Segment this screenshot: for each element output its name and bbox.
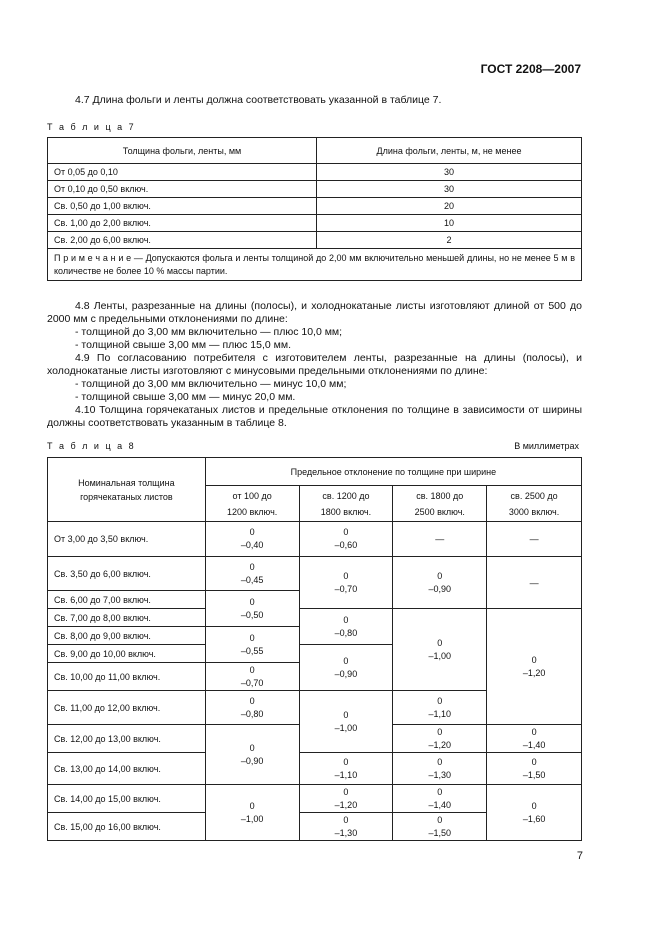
table-cell: — [393, 522, 487, 557]
cell-value: 0 [343, 614, 349, 625]
table-row: Св. 0,50 до 1,00 включ. [48, 198, 317, 215]
header-line: св. 1200 до [322, 490, 370, 501]
table-row: От 0,05 до 0,10 [48, 164, 317, 181]
list-item: - толщиной свыше 3,00 мм — минус 20,0 мм. [75, 391, 296, 403]
paragraphs-4-8-to-4-10 [47, 300, 582, 430]
table-8-header-width-1 [205, 486, 299, 522]
cell-value: –1,40 [428, 799, 452, 810]
cell-value: 0 [249, 664, 255, 675]
table-cell: — [487, 557, 582, 609]
table-7-caption: Т а б л и ц а 7 [47, 122, 136, 132]
table-cell [487, 609, 582, 725]
table-8-units: В миллиметрах [514, 441, 579, 451]
table-cell [487, 753, 582, 785]
cell-value: 0 [249, 527, 255, 537]
table-cell [299, 645, 393, 691]
table-8-header-thickness [48, 458, 206, 522]
cell-value: –1,20 [522, 667, 546, 678]
cell-value: 0 [249, 695, 255, 706]
table-cell [393, 725, 487, 753]
cell-value: –0,90 [240, 755, 264, 766]
paragraph-4-10: 4.10 Толщина горячекатаных листов и предельные отклонения по толщине в зависимости от ширины должны соответствовать указанным в таблице 8. [47, 404, 582, 429]
table-8-header-deviation: Предельное отклонение по толщине при ширине [205, 458, 581, 486]
cell-value: 0 [437, 786, 443, 797]
list-item: - толщиной до 3,00 мм включительно — плюс 10,0 мм; [75, 326, 343, 338]
header-line: 2500 включ. [414, 506, 465, 517]
table-row: Св. 8,00 до 9,00 включ. [48, 627, 206, 645]
cell-value: –1,30 [334, 827, 358, 838]
table-row: От 0,10 до 0,50 включ. [48, 181, 317, 198]
cell-value: –0,90 [334, 668, 358, 679]
cell-value: 0 [343, 655, 349, 666]
table-row: Св. 6,00 до 7,00 включ. [48, 591, 206, 609]
cell-value: –1,00 [428, 650, 452, 661]
table-8-caption: Т а б л и ц а 8 [47, 441, 136, 451]
header-line: горячекатаных листов [80, 491, 173, 502]
cell-value: –1,40 [522, 739, 546, 750]
table-cell [393, 609, 487, 691]
table-cell: — [487, 522, 582, 557]
table-row: Св. 7,00 до 8,00 включ. [48, 609, 206, 627]
list-item: - толщиной до 3,00 мм включительно — минус 10,0 мм; [75, 378, 347, 390]
cell-value: –1,30 [428, 769, 452, 780]
cell-value: –1,20 [334, 799, 358, 810]
cell-value: –1,50 [522, 769, 546, 780]
table-row: Св. 15,00 до 16,00 включ. [48, 813, 206, 841]
cell-value: 0 [249, 561, 255, 572]
cell-value: –0,80 [240, 708, 264, 719]
cell-value: –0,70 [334, 583, 358, 594]
table-cell [299, 691, 393, 753]
table-cell [393, 785, 487, 813]
cell-value: –0,55 [240, 645, 264, 656]
cell-value: 0 [437, 756, 443, 767]
cell-value: –1,20 [428, 739, 452, 750]
table-row: Св. 14,00 до 15,00 включ. [48, 785, 206, 813]
table-cell [205, 627, 299, 663]
cell-value: –1,10 [428, 708, 452, 719]
table-row: Св. 2,00 до 6,00 включ. [48, 232, 317, 249]
paragraph-4-9: 4.9 По согласованию потребителя с изготовителем ленты, разрезанные на длины (полосы), и холоднокатаные листы изготовляют с минусовыми предельными отклонениями по длине: [47, 352, 582, 377]
paragraph-4-7: 4.7 Длина фольги и ленты должна соответствовать указанной в таблице 7. [75, 94, 442, 106]
table-8 [47, 457, 582, 841]
cell-value: –0,90 [428, 583, 452, 594]
cell-value: 0 [437, 695, 443, 706]
document-header: ГОСТ 2208—2007 [480, 62, 581, 76]
table-row: Св. 13,00 до 14,00 включ. [48, 753, 206, 785]
table-cell: 20 [317, 198, 582, 215]
table-7-header-length: Длина фольги, ленты, м, не менее [317, 138, 582, 164]
cell-value: 0 [531, 756, 537, 767]
cell-value: –0,60 [334, 540, 358, 550]
table-cell [299, 609, 393, 645]
table-cell [205, 591, 299, 627]
cell-value: –1,00 [334, 722, 358, 733]
table-cell: 2 [317, 232, 582, 249]
table-cell [299, 557, 393, 609]
cell-value: 0 [437, 814, 443, 825]
table-cell [487, 725, 582, 753]
cell-value: 0 [249, 632, 255, 643]
table-row: Св. 3,50 до 6,00 включ. [48, 557, 206, 591]
table-cell [299, 813, 393, 841]
table-cell [205, 691, 299, 725]
cell-value: –0,70 [240, 677, 264, 688]
header-line: св. 1800 до [416, 490, 464, 501]
header-line: св. 2500 до [510, 490, 558, 501]
cell-value: 0 [343, 814, 349, 825]
cell-value: –0,80 [334, 627, 358, 638]
table-row: Св. 11,00 до 12,00 включ. [48, 691, 206, 725]
cell-value: 0 [531, 726, 537, 737]
table-row: Св. 9,00 до 10,00 включ. [48, 645, 206, 663]
cell-value: 0 [531, 800, 537, 811]
header-line: Номинальная толщина [78, 477, 175, 488]
cell-value: 0 [249, 596, 255, 607]
table-cell [205, 663, 299, 691]
table-cell: 30 [317, 164, 582, 181]
table-cell [299, 753, 393, 785]
table-cell: 30 [317, 181, 582, 198]
cell-value: 0 [343, 570, 349, 581]
cell-value: –0,45 [240, 574, 264, 585]
table-cell [299, 785, 393, 813]
table-row: От 3,00 до 3,50 включ. [48, 522, 206, 557]
table-cell [487, 785, 582, 841]
table-cell [393, 753, 487, 785]
table-7 [47, 137, 582, 281]
table-row: Св. 10,00 до 11,00 включ. [48, 663, 206, 691]
header-line: 3000 включ. [508, 506, 560, 517]
table-row: Св. 12,00 до 13,00 включ. [48, 725, 206, 753]
cell-value: 0 [437, 570, 443, 581]
cell-value: –1,50 [428, 827, 452, 838]
cell-value: –0,50 [240, 609, 264, 620]
table-cell [393, 813, 487, 841]
cell-value: –1,60 [522, 813, 546, 824]
table-8-header-width-3 [393, 486, 487, 522]
table-7-note: П р и м е ч а н и е — Допускаются фольга и ленты толщиной до 2,00 мм включительно меньшей длины, но не менее 5 м в количестве не более 10 % массы партии. [48, 249, 582, 281]
table-cell [393, 557, 487, 609]
header-line: 1800 включ. [320, 506, 372, 517]
cell-value: –1,00 [240, 813, 264, 824]
cell-value: 0 [343, 709, 349, 720]
paragraph-4-8: 4.8 Ленты, разрезанные на длины (полосы), и холоднокатаные листы изготовляют длиной от 500 до 2000 мм с предельными отклонениями по длине: [47, 300, 582, 325]
header-line: 1200 включ. [226, 506, 278, 517]
table-cell [205, 785, 299, 841]
cell-value: 0 [531, 654, 537, 665]
page-number: 7 [576, 850, 583, 862]
cell-value: –1,10 [334, 769, 358, 780]
table-cell: 10 [317, 215, 582, 232]
table-8-header-width-4 [487, 486, 582, 522]
cell-value: 0 [437, 637, 443, 648]
cell-value: –0,40 [240, 540, 264, 550]
cell-value: 0 [343, 786, 349, 797]
table-cell [205, 557, 299, 591]
cell-value: 0 [249, 742, 255, 753]
table-cell [299, 522, 393, 557]
table-cell [205, 725, 299, 785]
table-8-header-width-2 [299, 486, 393, 522]
cell-value: 0 [343, 756, 349, 767]
table-row: Св. 1,00 до 2,00 включ. [48, 215, 317, 232]
table-cell [393, 691, 487, 725]
header-line: от 100 до [232, 490, 272, 501]
cell-value: 0 [437, 726, 443, 737]
table-7-header-thickness: Толщина фольги, ленты, мм [48, 138, 317, 164]
cell-value: 0 [249, 800, 255, 811]
cell-value: 0 [343, 527, 349, 537]
table-cell [205, 522, 299, 557]
list-item: - толщиной свыше 3,00 мм — плюс 15,0 мм. [75, 339, 292, 351]
